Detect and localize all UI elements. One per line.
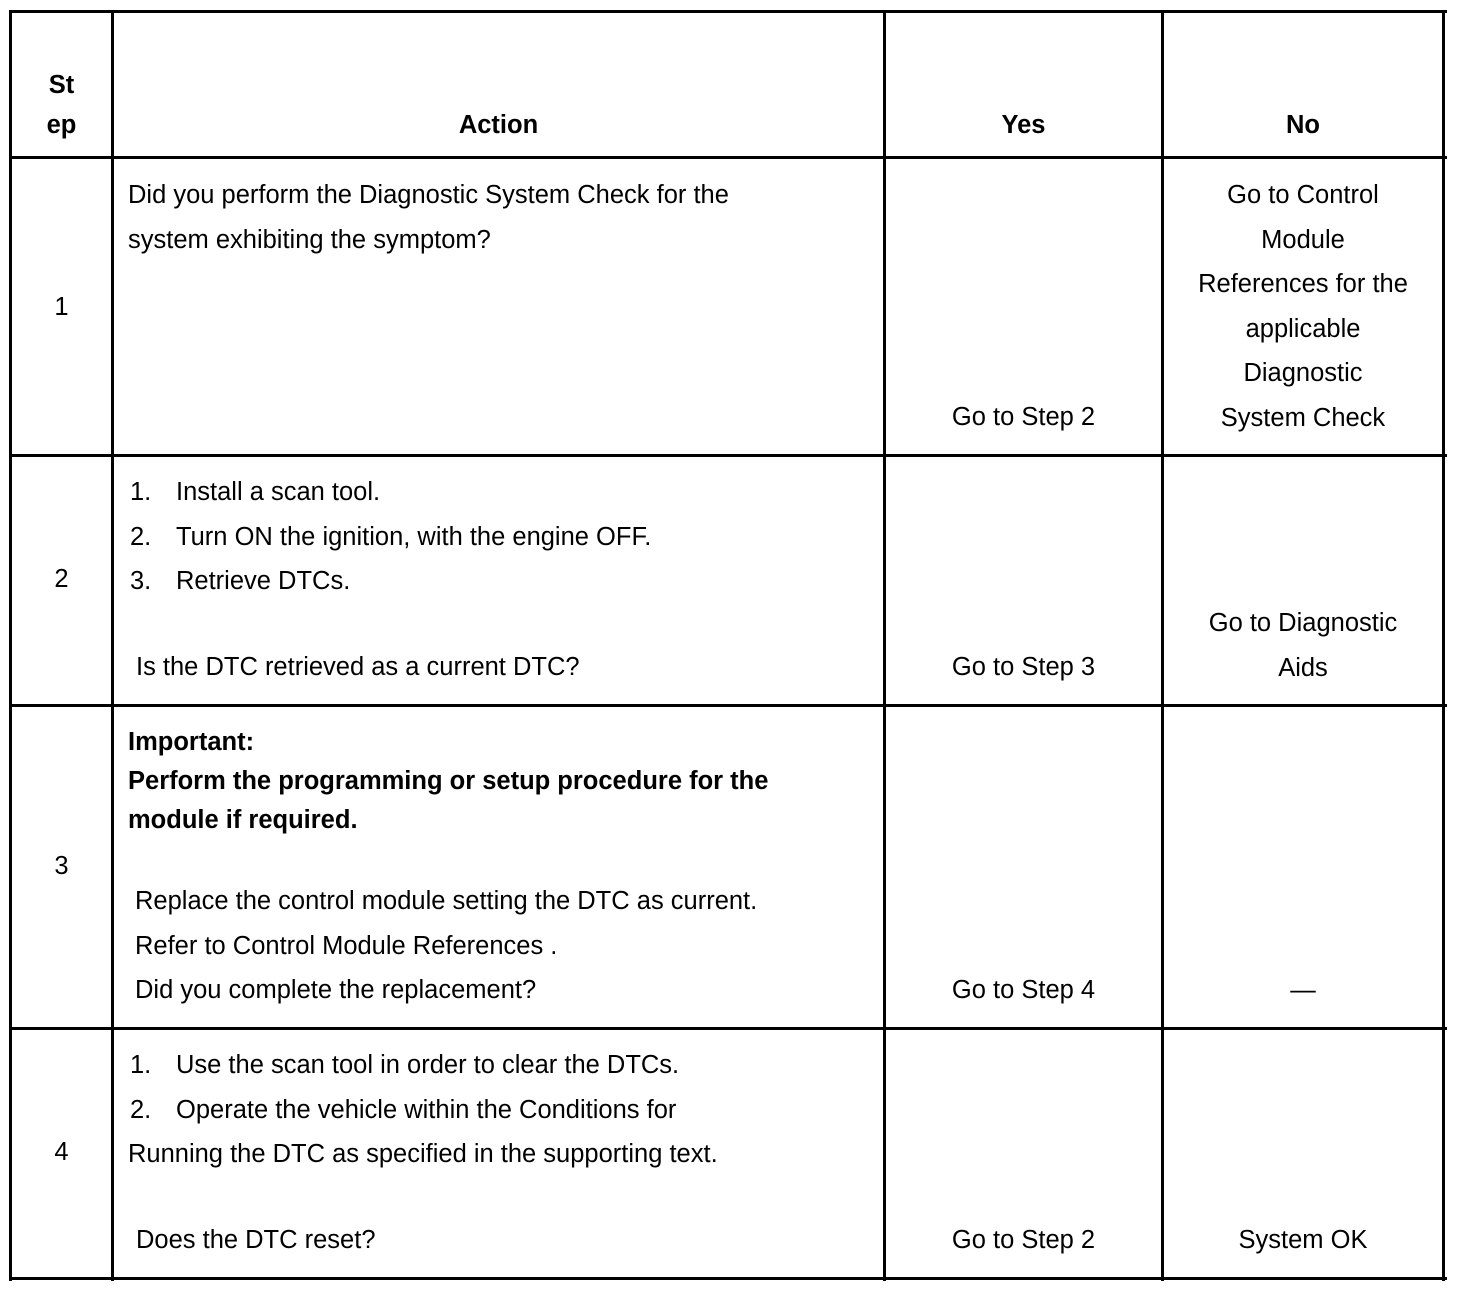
- column-divider-step: [111, 10, 114, 1281]
- row3-action: [135, 879, 757, 1013]
- row2-no-line1: Go to Diagnostic: [1208, 609, 1398, 637]
- row2-yes: Go to Step 3: [951, 653, 1096, 681]
- list-item: [130, 1043, 679, 1088]
- important-line2: module if required.: [128, 806, 358, 834]
- row4-continuation: Running the DTC as specified in the supporting text.: [128, 1140, 718, 1168]
- row1-no: [1164, 173, 1442, 440]
- list-number: 2.: [130, 1095, 152, 1124]
- row1-no-line2: Module: [1261, 225, 1345, 254]
- table-border-left: [9, 10, 12, 1281]
- row1-step: 1: [54, 293, 69, 321]
- row1-action-line1: Did you perform the Diagnostic System Check for the: [128, 181, 729, 209]
- table-border-bottom: [9, 1277, 1447, 1280]
- row1-no-line1: Go to Control: [1227, 181, 1379, 209]
- row3-important-note: [128, 723, 768, 840]
- header-step-line1: St: [48, 71, 75, 99]
- row1-no-line3: References for the: [1198, 270, 1408, 298]
- row3-yes: Go to Step 4: [951, 976, 1096, 1004]
- row-divider-3: [9, 1027, 1447, 1030]
- list-item: [130, 470, 651, 515]
- row3-no: —: [1290, 976, 1316, 1004]
- row2-question: Is the DTC retrieved as a current DTC?: [136, 653, 580, 681]
- important-label: Important:: [128, 728, 255, 756]
- table-border-right: [1442, 10, 1445, 1281]
- list-number: 3.: [130, 567, 152, 595]
- row1-no-line6: System Check: [1220, 403, 1386, 432]
- list-text: Install a scan tool.: [176, 478, 381, 506]
- row4-no: System OK: [1238, 1226, 1368, 1254]
- row3-step: 3: [54, 852, 69, 880]
- row2-action: [130, 470, 651, 604]
- row4-question: Does the DTC reset?: [136, 1226, 376, 1254]
- list-text: Operate the vehicle within the Conditions for: [176, 1095, 677, 1124]
- row1-action: [128, 173, 729, 262]
- row2-no: [1164, 601, 1442, 690]
- list-number: 2.: [130, 522, 152, 551]
- list-item: [130, 559, 651, 604]
- row1-no-line4: applicable: [1245, 314, 1361, 343]
- list-text: Retrieve DTCs.: [176, 567, 351, 595]
- list-item: [130, 1088, 679, 1133]
- row2-no-line2: Aids: [1278, 653, 1328, 682]
- row2-step: 2: [54, 565, 69, 593]
- list-item: [130, 515, 651, 560]
- row1-action-line2: system exhibiting the symptom?: [128, 225, 491, 254]
- row1-yes: Go to Step 2: [951, 403, 1096, 431]
- important-line1: Perform the programming or setup procedure for the: [128, 767, 769, 795]
- row-divider-2: [9, 704, 1447, 707]
- header-yes: Yes: [1001, 111, 1046, 139]
- row3-action-line2: Refer to Control Module References .: [135, 931, 558, 960]
- row4-step: 4: [54, 1138, 69, 1166]
- header-no: No: [1286, 111, 1320, 139]
- list-number: 1.: [130, 1051, 152, 1079]
- list-number: 1.: [130, 478, 152, 506]
- list-text: Turn ON the ignition, with the engine OFF.: [176, 522, 652, 551]
- header-action: Action: [458, 111, 539, 139]
- diagnostic-table: [9, 10, 1445, 1279]
- row3-action-line1: Replace the control module setting the DTC as current.: [135, 887, 758, 915]
- header-step-line2: ep: [46, 111, 77, 139]
- row4-action: [130, 1043, 679, 1132]
- row3-action-line3: Did you complete the replacement?: [135, 976, 537, 1004]
- row-divider-1: [9, 454, 1447, 457]
- header-divider: [9, 156, 1447, 159]
- row1-no-line5: Diagnostic: [1243, 359, 1363, 387]
- header-step: [12, 65, 111, 145]
- list-text: Use the scan tool in order to clear the DTCs.: [176, 1051, 680, 1079]
- table-border-top: [9, 10, 1447, 13]
- row4-yes: Go to Step 2: [951, 1226, 1096, 1254]
